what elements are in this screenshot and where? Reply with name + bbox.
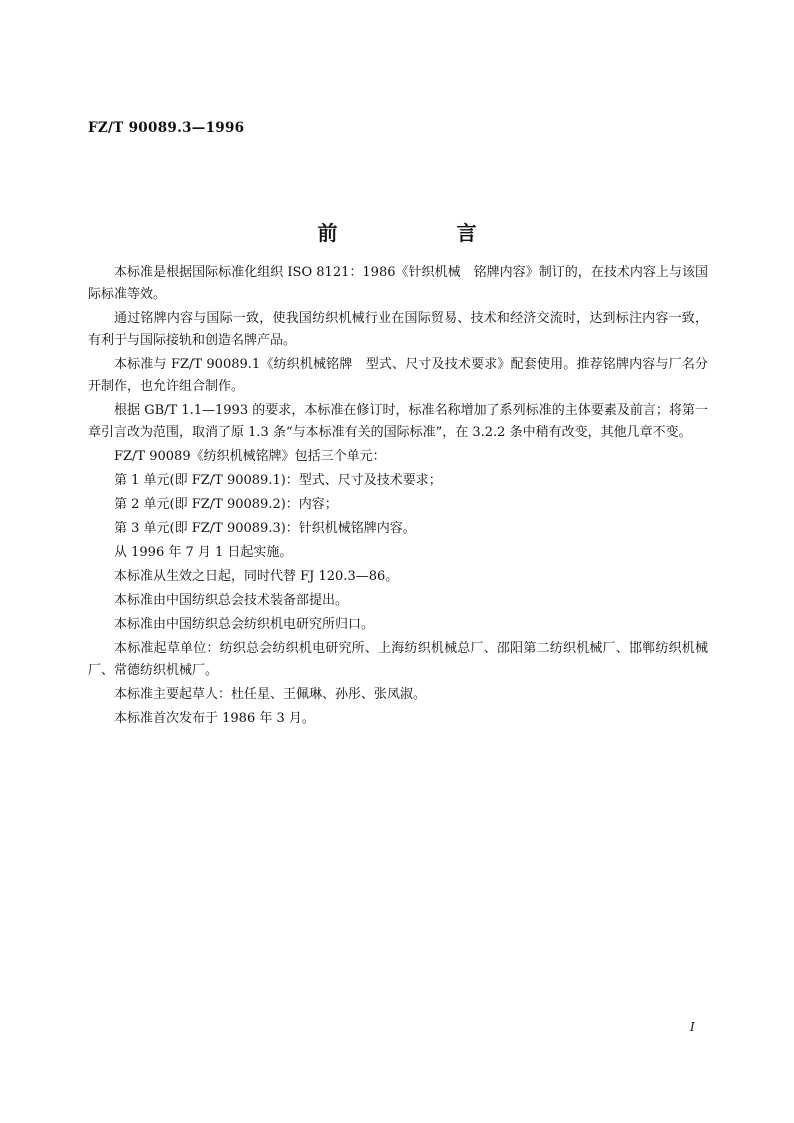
paragraph-drafting-units: 本标准起草单位：纺织总会纺织机电研究所、上海纺织机械总厂、邵阳第二纺织机械厂、邯郸纺织机械厂、常德纺织机械厂。	[88, 641, 708, 678]
paragraph-unit-2: 第 2 单元(即 FZ/T 90089.2)：内容；	[114, 497, 338, 512]
paragraph-administered-by: 本标准由中国纺织总会纺织机电研究所归口。	[114, 617, 375, 632]
page-number: I	[690, 1020, 695, 1034]
standard-code: FZ/T 90089.3—1996	[88, 120, 245, 136]
paragraph-drafters: 本标准主要起草人：杜任星、王佩琳、孙彤、张凤淑。	[114, 687, 427, 702]
section-title: 前 言	[317, 221, 533, 245]
paragraph-purpose: 通过铭牌内容与国际一致，使我国纺织机械行业在国际贸易、技术和经济交流时，达到标注内容一致，有利于与国际接轨和创造名牌产品。	[88, 311, 708, 348]
paragraph-usage: 本标准与 FZ/T 90089.1《纺织机械铭牌 型式、尺寸及技术要求》配套使用。推荐铭牌内容与厂名分开制作，也允许组合制作。	[88, 357, 708, 394]
paragraph-unit-1: 第 1 单元(即 FZ/T 90089.1)：型式、尺寸及技术要求；	[114, 473, 442, 488]
paragraph-series: FZ/T 90089《纺织机械铭牌》包括三个单元：	[114, 449, 386, 464]
paragraph-effective-date: 从 1996 年 7 月 1 日起实施。	[114, 545, 293, 560]
paragraph-revision: 根据 GB/T 1.1—1993 的要求，本标准在修订时，标准名称增加了系列标准的主体要素及前言；将第一章引言改为范围，取消了原 1.3 条“与本标准有关的国际标准”，在 3.2.2 条中稍有改变，其他几章不变。	[88, 403, 708, 440]
paragraph-unit-3: 第 3 单元(即 FZ/T 90089.3)：针织机械铭牌内容。	[114, 521, 416, 536]
foreword-body	[88, 262, 708, 730]
paragraph-basis: 本标准是根据国际标准化组织 ISO 8121：1986《针织机械 铭牌内容》制订的，在技术内容上与该国际标准等效。	[88, 265, 708, 302]
paragraph-proposed-by: 本标准由中国纺织总会技术装备部提出。	[114, 593, 349, 608]
paragraph-first-issue: 本标准首次发布于 1986 年 3 月。	[114, 711, 315, 726]
paragraph-replaces: 本标准从生效之日起，同时代替 FJ 120.3—86。	[114, 569, 399, 584]
